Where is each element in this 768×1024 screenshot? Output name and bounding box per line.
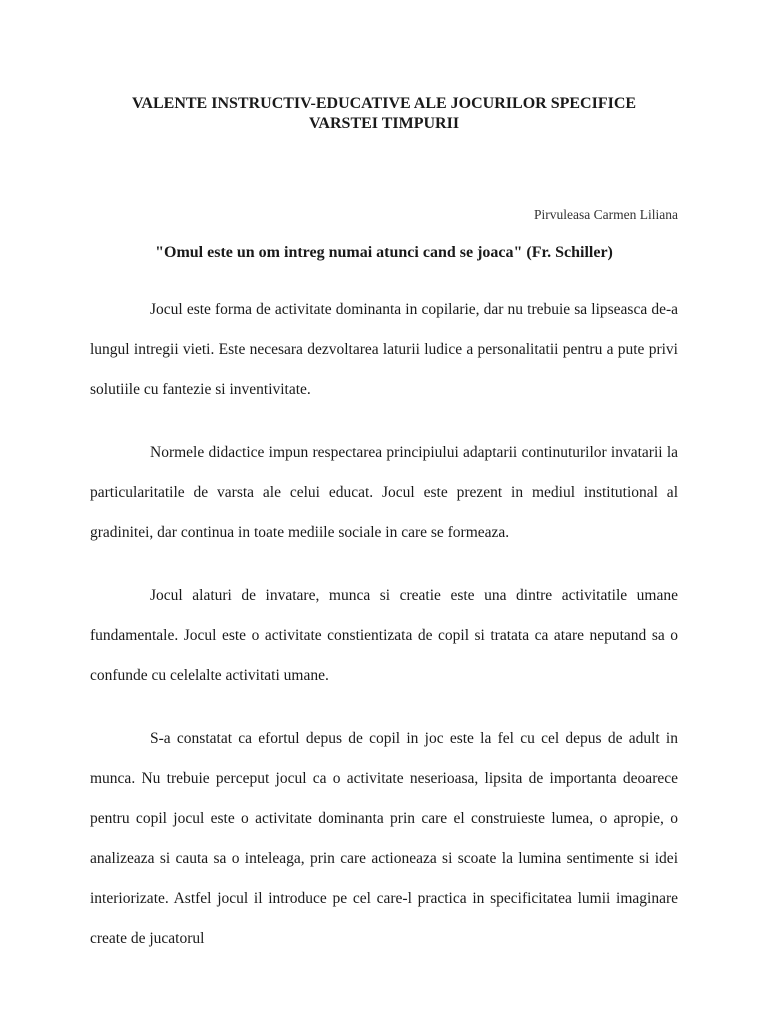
- paragraph-3: Jocul alaturi de invatare, munca si creatie este una dintre activitatile umane fundamentale. Jocul este o activitate constientizata de copil si tratata ca atare neputand sa o confunde cu celelalte activitati umane.: [90, 587, 678, 684]
- quote-source: (Fr. Schiller): [526, 244, 613, 261]
- paragraph-2: Normele didactice impun respectarea principiului adaptarii continuturilor invatarii la particularitatile de varsta ale celui educat. Jocul este prezent in mediul institutional al gradinitei, dar continua in toate mediile sociale in care se formeaza.: [90, 444, 678, 541]
- paragraph-4: S-a constatat ca efortul depus de copil in joc este la fel cu cel depus de adult in munca. Nu trebuie perceput jocul ca o activitate neserioasa, lipsita de importanta deoarece pentru copil jocul este o activitate dominanta prin care el construieste lumea, o apropie, o analizeaza si cauta sa o inteleaga, prin care actioneaza si scoate la lumina sentimente si idei interiorizate. Astfel jocul il introduce pe cel care-l practica in specificitatea lumii imaginare create de jucatorul: [90, 730, 678, 947]
- title-line-2: VARSTEI TIMPURII: [308, 115, 460, 132]
- body-text: [90, 290, 678, 982]
- epigraph-quote: [60, 243, 708, 263]
- paragraph-1: Jocul este forma de activitate dominanta in copilarie, dar nu trebuie sa lipseasca de-a lungul intregii vieti. Este necesara dezvoltarea laturii ludice a personalitatii pentru a pute privi solutiile cu fantezie si inventivitate.: [90, 301, 678, 398]
- document-title: [60, 94, 708, 134]
- quote-text: "Omul este un om intreg numai atunci cand se joaca": [155, 244, 523, 261]
- author-name: Pirvuleasa Carmen Liliana: [534, 207, 678, 222]
- title-line-1: VALENTE INSTRUCTIV-EDUCATIVE ALE JOCURILOR SPECIFICE: [131, 95, 637, 112]
